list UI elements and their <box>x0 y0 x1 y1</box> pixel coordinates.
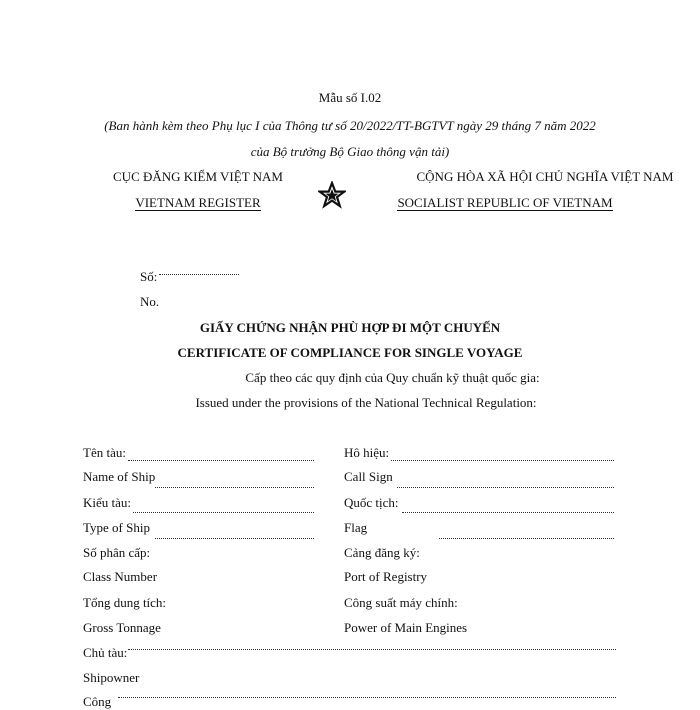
issued-note-line-1: (Ban hành kèm theo Phụ lục I của Thông tư số 20/2022/TT-BGTVT ngày 29 tháng 7 năm 2022 <box>104 118 596 133</box>
flag-field-en[interactable] <box>439 538 614 539</box>
number-label-vn: Số: <box>140 269 158 284</box>
ship-type-label-en: Type of Ship <box>83 520 150 535</box>
right-org-en <box>355 195 655 211</box>
ship-type-field-vn[interactable] <box>133 512 314 513</box>
ship-type-label-vn: Kiểu tàu: <box>83 495 132 510</box>
right-org-vn: CỘNG HÒA XÃ HỘI CHỦ NGHĨA VIỆT NAM <box>416 169 674 184</box>
call-sign-field-vn[interactable] <box>391 460 614 461</box>
flag-label-en: Flag <box>344 520 368 535</box>
title-vn: GIẤY CHỨNG NHẬN PHÙ HỢP ĐI MỘT CHUYẾN <box>199 320 501 335</box>
right-org-en-text: SOCIALIST REPUBLIC OF VIETNAM <box>397 195 613 210</box>
call-sign-label-vn: Hô hiệu: <box>344 445 390 460</box>
number-label-en: No. <box>140 294 160 309</box>
left-org-en-text: VIETNAM REGISTER <box>135 195 261 210</box>
ship-name-field-en[interactable] <box>155 487 314 488</box>
flag-label-vn: Quốc tịch: <box>344 495 399 510</box>
call-sign-label-en: Call Sign <box>344 469 393 484</box>
issued-note-line-2: của Bộ trưởng Bộ Giao thông vận tải) <box>250 144 450 159</box>
form-code: Mẫu số I.02 <box>318 90 382 105</box>
tonnage-label-vn: Tổng dung tích: <box>83 595 167 610</box>
ship-name-field-vn[interactable] <box>128 460 314 461</box>
call-sign-field-en[interactable] <box>397 487 614 488</box>
power-label-vn: Công suất máy chính: <box>344 595 458 610</box>
ship-name-label-en: Name of Ship <box>83 469 156 484</box>
port-label-en: Port of Registry <box>344 569 428 584</box>
flag-field-vn[interactable] <box>402 512 614 513</box>
owner-label-vn: Chủ tàu: <box>83 645 128 660</box>
power-label-en: Power of Main Engines <box>344 620 468 635</box>
class-number-label-vn: Số phân cấp: <box>83 545 151 560</box>
ship-type-field-en[interactable] <box>155 538 314 539</box>
next-field-label: Công <box>83 694 112 709</box>
title-en: CERTIFICATE OF COMPLIANCE FOR SINGLE VOYAGE <box>177 345 523 360</box>
owner-field-vn[interactable] <box>128 649 616 650</box>
ship-name-label-vn: Tên tàu: <box>83 445 126 460</box>
number-field[interactable] <box>159 274 239 275</box>
port-label-vn: Cảng đăng ký: <box>344 545 420 560</box>
class-number-label-en: Class Number <box>83 569 158 584</box>
basis-en: Issued under the provisions of the National Technical Regulation: <box>195 395 537 410</box>
tonnage-label-en: Gross Tonnage <box>83 620 161 635</box>
star-emblem-icon <box>318 181 346 209</box>
left-org-en <box>88 195 308 211</box>
owner-label-en: Shipowner <box>83 670 140 685</box>
basis-vn: Cấp theo các quy định của Quy chuẩn kỹ thuật quốc gia: <box>245 370 540 385</box>
next-field[interactable] <box>118 697 616 698</box>
left-org-vn: CỤC ĐĂNG KIỂM VIỆT NAM <box>113 169 283 184</box>
